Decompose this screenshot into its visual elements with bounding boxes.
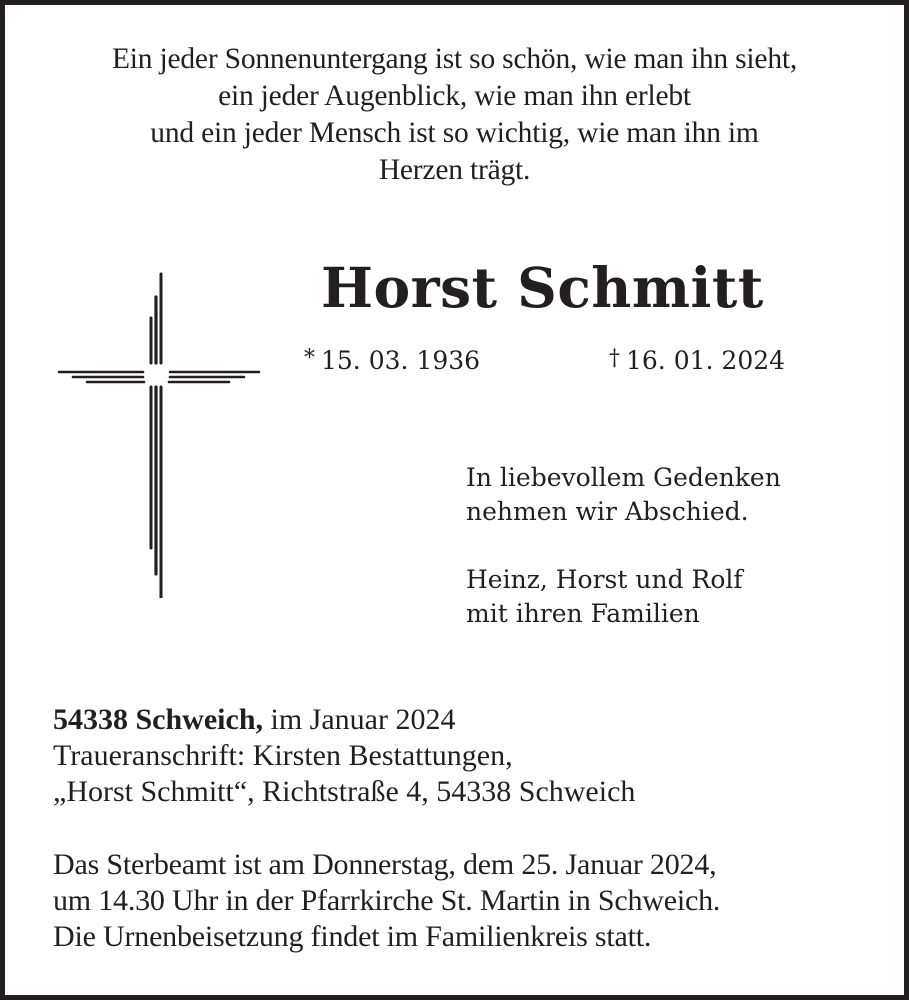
address-line: Traueranschrift: Kirsten Bestattungen, <box>53 739 513 772</box>
motto-line: und ein jeder Mensch ist so wichtig, wie man ihn im <box>150 117 759 149</box>
motto-line: Ein jeder Sonnenuntergang ist so schön, wie man ihn sieht, <box>111 43 798 75</box>
service-line: Die Urnenbeisetzung findet im Familienkreis statt. <box>53 920 652 953</box>
birth-date <box>304 344 480 380</box>
death-date-value: 16. 01. 2024 <box>626 346 786 375</box>
place-date-line <box>53 702 635 738</box>
place-date: im Januar 2024 <box>263 703 456 736</box>
motto-line: ein jeder Augenblick, wie man ihn erlebt <box>218 80 691 112</box>
service-info <box>53 847 720 955</box>
mourners-text <box>466 563 743 631</box>
service-line: Das Sterbeamt ist am Donnerstag, dem 25. Januar 2024, <box>53 848 717 881</box>
deceased-name: Horst Schmitt <box>321 255 764 320</box>
farewell-line: nehmen wir Abschied. <box>466 497 749 526</box>
birth-date-value: 15. 03. 1936 <box>321 346 481 375</box>
dagger-icon: † <box>609 346 620 371</box>
service-line: um 14.30 Uhr in der Pfarrkirche St. Martin in Schweich. <box>53 884 721 917</box>
death-date <box>609 344 785 380</box>
farewell-line: In liebevollem Gedenken <box>466 463 781 492</box>
cross-icon <box>49 268 264 598</box>
asterisk-icon: * <box>304 346 315 371</box>
motto-line: Herzen trägt. <box>378 154 531 186</box>
mourning-address <box>53 702 635 810</box>
motto-quote <box>5 41 904 189</box>
place-name: 54338 Schweich, <box>53 703 263 736</box>
farewell-text <box>466 461 781 529</box>
mourners-line: Heinz, Horst und Rolf <box>466 565 743 594</box>
mourners-line: mit ihren Familien <box>466 599 700 628</box>
address-line: „Horst Schmitt“, Richtstraße 4, 54338 Schweich <box>53 775 636 808</box>
